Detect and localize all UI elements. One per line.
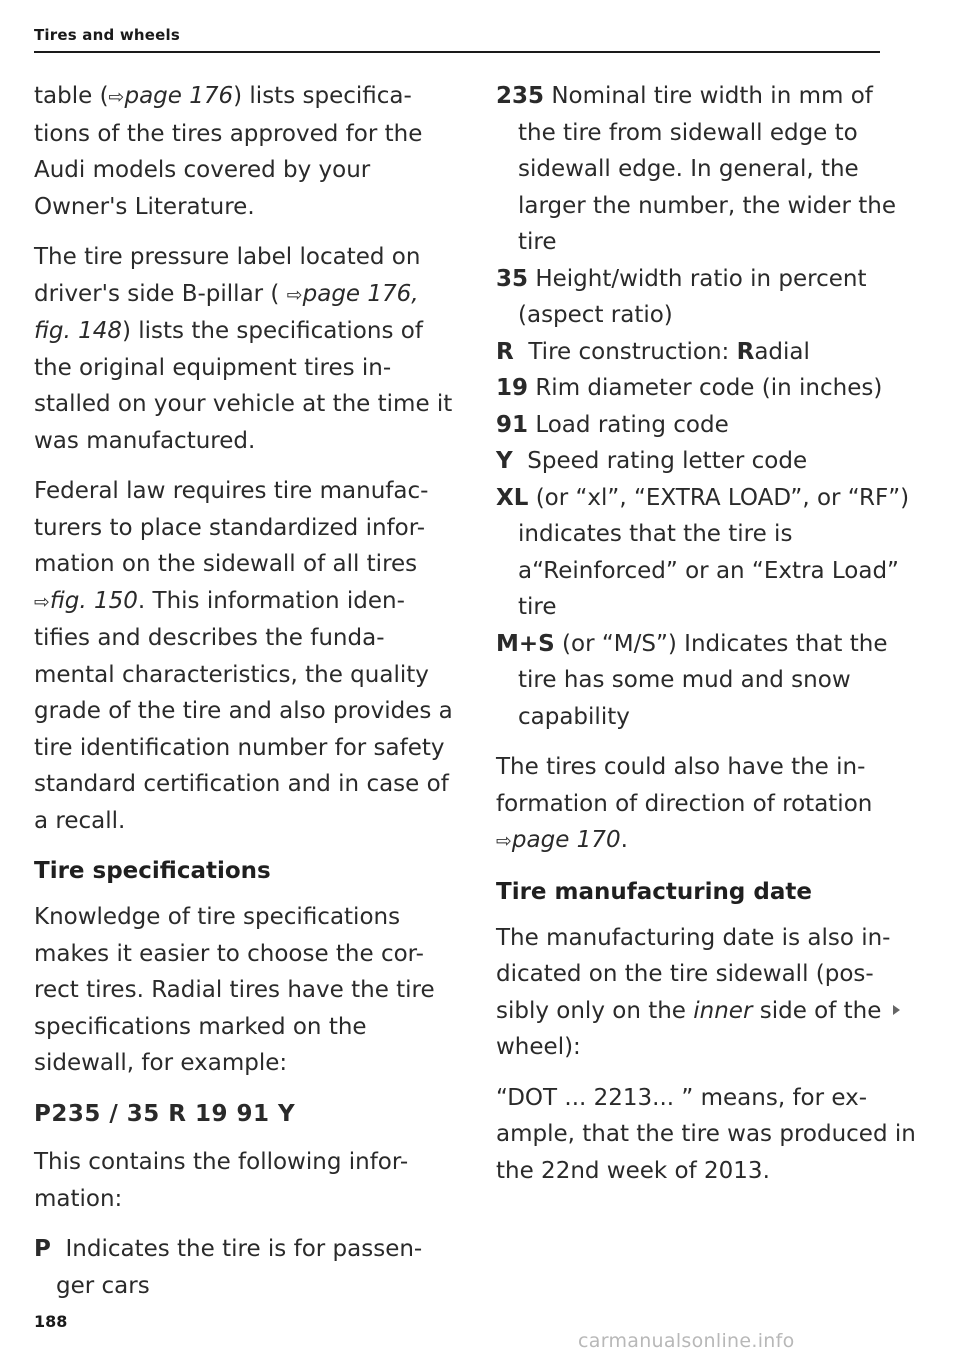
- definition-text: Speed rating letter code: [527, 448, 808, 474]
- paragraph-contains: This contains the following infor-mation:: [34, 1149, 409, 1212]
- text: ) lists the specifications of the original equipment tires in-stalled on your vehicle at the time it was manufactured.: [34, 318, 453, 454]
- paragraph-knowledge: Knowledge of tire specifications makes it easier to choose the cor-rect tires. Radial tires have the tire specifications marked on the sidewall, for example:: [34, 904, 435, 1076]
- paragraph-spec-table: [34, 78, 454, 225]
- text: ) lists specifica-tions of the tires approved for the Audi models covered by your Owner's Literature.: [34, 83, 423, 220]
- page-reference-link[interactable]: page 176: [124, 83, 234, 109]
- text: side of the wheel):: [496, 997, 882, 1060]
- definition-item: [496, 370, 916, 407]
- text: The tire pressure label located on driver's side B-pillar (: [34, 244, 421, 307]
- definition-term: P: [34, 1236, 51, 1262]
- definition-text: Height/width ratio in percent (aspect ratio): [518, 265, 867, 328]
- header-divider: [34, 51, 880, 53]
- cross-reference-arrow-icon: ⇨: [34, 590, 50, 613]
- definition-item: [496, 480, 916, 626]
- text: table (: [34, 83, 109, 109]
- definition-term: XL: [496, 484, 529, 511]
- cross-reference-arrow-icon: ⇨: [286, 283, 303, 306]
- definition-term: Y: [496, 448, 513, 474]
- definition-text: Load rating code: [535, 411, 729, 438]
- paragraph-rotation: [496, 749, 916, 860]
- definition-item: [34, 1231, 454, 1304]
- paragraph-dot-example: “DOT ... 2213... ” means, for ex-ample, that the tire was produced in the 22nd week of 2013.: [496, 1084, 916, 1184]
- section-heading-manufacturing-date: Tire manufacturing date: [496, 878, 812, 905]
- definition-item: [496, 443, 916, 480]
- watermark: carmanualsonline.info: [578, 1330, 795, 1352]
- tire-code-example: P235 / 35 R 19 91 Y: [34, 1100, 296, 1127]
- definition-item: [496, 626, 916, 736]
- right-column: [496, 78, 916, 1203]
- text: . This information iden-tifies and describes the funda-mental characteristics, the quality grade of the tire and also provides a tire identification number for safety standard certification and in case of a recall.: [34, 587, 453, 834]
- definition-text: (or “M/S”) Indicates that the tire has some mud and snow capability: [518, 630, 888, 730]
- definition-term: 91: [496, 411, 529, 438]
- text: Federal law requires tire manufac-turers to place standardized infor-mation on the sidewall of all tires: [34, 478, 429, 577]
- cross-reference-arrow-icon: ⇨: [108, 86, 125, 108]
- left-column: [34, 78, 454, 1304]
- definition-text: Nominal tire width in mm of the tire from sidewall edge to sidewall edge. In general, the larger the number, the wider the tire: [518, 83, 897, 255]
- definition-term: 19: [496, 375, 529, 401]
- continue-arrow-icon: [893, 1005, 900, 1015]
- paragraph-federal-law: [34, 473, 454, 839]
- page-header-title: Tires and wheels: [34, 26, 181, 44]
- figure-reference-link[interactable]: fig. 150: [49, 587, 138, 614]
- section-heading-tire-specifications: Tire specifications: [34, 858, 271, 884]
- text: The manufacturing date is also in-dicated on the tire sidewall (pos-sibly only on the: [496, 924, 891, 1024]
- cross-reference-arrow-icon: ⇨: [496, 830, 512, 852]
- definition-term: 35: [496, 265, 529, 292]
- emphasis-text: inner: [693, 997, 753, 1024]
- definition-term: M+S: [496, 630, 555, 657]
- page-number: 188: [34, 1312, 68, 1331]
- definition-text: (or “xl”, “EXTRA LOAD”, or “RF”) indicates that the tire is a“Reinforced” or an “Extra Load” tire: [518, 484, 910, 620]
- text: The tires could also have the in-formation of direction of rotation: [496, 754, 873, 817]
- page-reference-link[interactable]: page 176, fig. 148: [34, 280, 419, 344]
- paragraph-manufacturing-date: [496, 920, 916, 1066]
- definition-text: adial: [754, 338, 810, 365]
- paragraph-pressure-label: [34, 239, 454, 459]
- definition-text: Rim diameter code (in inches): [535, 375, 883, 401]
- definition-term: 235: [496, 83, 545, 109]
- definition-emphasis: R: [736, 338, 755, 365]
- definition-term: R: [496, 338, 514, 365]
- page-reference-link[interactable]: page 170: [511, 827, 621, 853]
- text: .: [620, 827, 628, 853]
- definition-item: [496, 261, 916, 334]
- definition-item: [496, 78, 916, 261]
- definition-item: [496, 334, 916, 371]
- definition-item: [496, 407, 916, 444]
- definition-text: Tire construction:: [528, 338, 737, 365]
- definition-text: Indicates the tire is for passen-ger cars: [56, 1236, 423, 1299]
